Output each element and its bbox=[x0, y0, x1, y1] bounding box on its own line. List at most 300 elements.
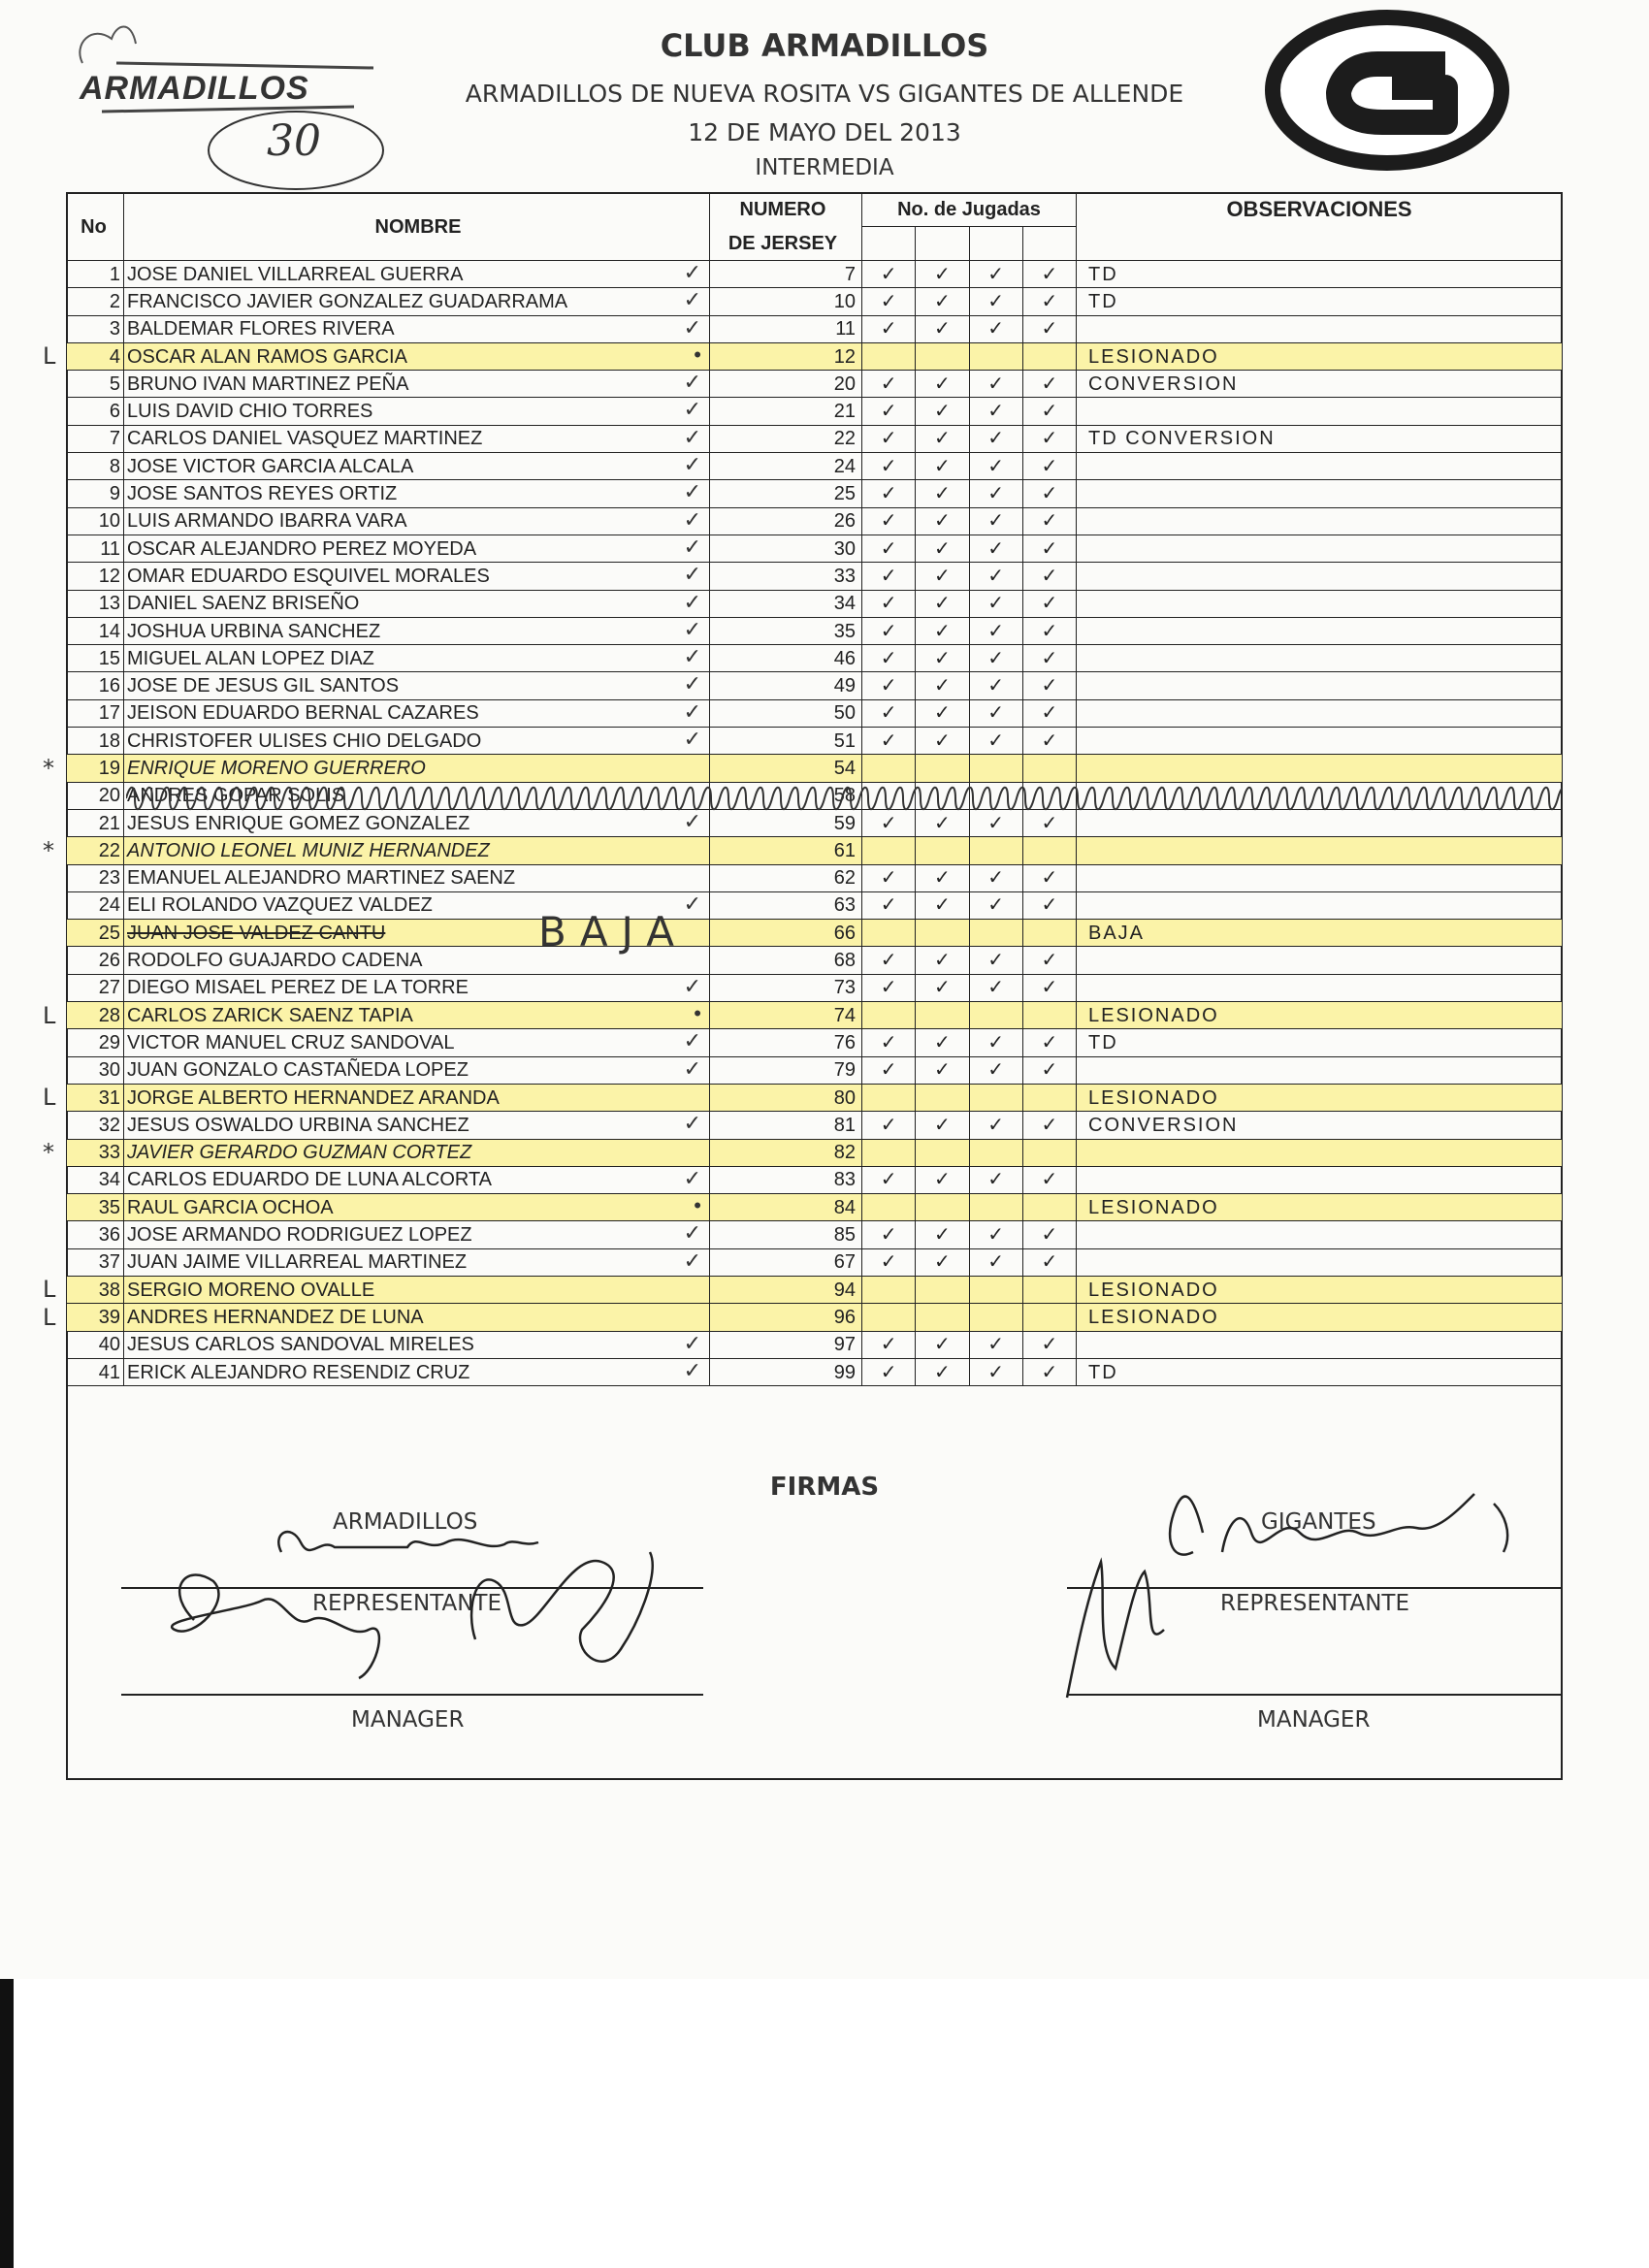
player-name-cell bbox=[124, 1166, 710, 1193]
observation: TD bbox=[1077, 288, 1563, 315]
asterisk-margin-mark: * bbox=[43, 754, 54, 782]
play-check-icon: ✓ bbox=[1022, 947, 1076, 974]
attendance-check-icon: ✓ bbox=[683, 617, 701, 641]
attendance-check-icon: ✓ bbox=[683, 507, 701, 532]
roster-row bbox=[67, 590, 1563, 617]
play-check-icon: ✓ bbox=[969, 728, 1022, 755]
observation: TD bbox=[1077, 261, 1563, 288]
observation: CONVERSION bbox=[1077, 1112, 1563, 1139]
player-number: 5 bbox=[67, 371, 124, 398]
col-observations: OBSERVACIONES bbox=[1077, 193, 1563, 227]
play-check-icon: ✓ bbox=[916, 1358, 969, 1385]
player-name-cell bbox=[124, 1248, 710, 1276]
roster-row bbox=[67, 1248, 1563, 1276]
play-check-icon bbox=[1022, 1139, 1076, 1166]
jersey-number: 7 bbox=[710, 261, 862, 288]
play-check-icon: ✓ bbox=[862, 645, 916, 672]
player-name-cell bbox=[124, 699, 710, 727]
observation bbox=[1077, 453, 1563, 480]
play-check-icon: ✓ bbox=[969, 590, 1022, 617]
jersey-number: 99 bbox=[710, 1358, 862, 1385]
play-check-icon: ✓ bbox=[1022, 425, 1076, 452]
player-number: 19 bbox=[67, 755, 124, 782]
roster-row bbox=[67, 864, 1563, 891]
roster-row bbox=[67, 261, 1563, 288]
attendance-check-icon: ✓ bbox=[683, 1111, 701, 1136]
attendance-check-icon: ✓ bbox=[683, 1220, 701, 1246]
observation bbox=[1077, 1166, 1563, 1193]
roster-row bbox=[67, 699, 1563, 727]
jersey-number: 12 bbox=[710, 342, 862, 370]
play-check-icon bbox=[862, 1084, 916, 1111]
player-name-cell bbox=[124, 342, 710, 370]
play-check-icon: ✓ bbox=[969, 864, 1022, 891]
right-representative-label: REPRESENTANTE bbox=[1220, 1591, 1410, 1616]
play-check-icon: ✓ bbox=[916, 398, 969, 425]
roster-row bbox=[67, 398, 1563, 425]
play-check-icon: ✓ bbox=[916, 672, 969, 699]
play-check-icon: ✓ bbox=[862, 1166, 916, 1193]
player-name: JORGE ALBERTO HERNANDEZ ARANDA bbox=[127, 1086, 500, 1109]
player-number: 36 bbox=[67, 1221, 124, 1248]
play-check-icon: ✓ bbox=[862, 1331, 916, 1358]
roster-row bbox=[67, 728, 1563, 755]
play-check-icon: ✓ bbox=[969, 617, 1022, 644]
play-check-icon: ✓ bbox=[969, 453, 1022, 480]
player-name: MIGUEL ALAN LOPEZ DIAZ bbox=[127, 647, 374, 669]
play-check-icon: ✓ bbox=[862, 371, 916, 398]
play-check-icon: ✓ bbox=[916, 590, 969, 617]
play-check-icon bbox=[916, 1139, 969, 1166]
attendance-check-icon: ✓ bbox=[683, 699, 701, 724]
player-name: FRANCISCO JAVIER GONZALEZ GUADARRAMA bbox=[127, 290, 568, 312]
observation bbox=[1077, 699, 1563, 727]
play-check-icon: ✓ bbox=[862, 974, 916, 1001]
play-check-icon: ✓ bbox=[916, 480, 969, 507]
jersey-number: 76 bbox=[710, 1029, 862, 1056]
player-number: 39 bbox=[67, 1304, 124, 1331]
roster-row bbox=[67, 891, 1563, 919]
injury-margin-mark: L bbox=[43, 1001, 56, 1029]
observation bbox=[1077, 315, 1563, 342]
roster-row bbox=[67, 425, 1563, 452]
player-name-cell bbox=[124, 1304, 710, 1331]
play-check-icon: ✓ bbox=[862, 1029, 916, 1056]
player-number: 27 bbox=[67, 974, 124, 1001]
baja-handwritten: BAJA bbox=[538, 907, 688, 956]
play-check-icon bbox=[862, 837, 916, 864]
play-check-icon: ✓ bbox=[862, 891, 916, 919]
play-check-icon bbox=[916, 1194, 969, 1221]
player-name-cell bbox=[124, 535, 710, 562]
play-check-icon bbox=[916, 342, 969, 370]
match-title: ARMADILLOS DE NUEVA ROSITA VS GIGANTES DE ALLENDE bbox=[465, 80, 1184, 108]
scribble-strikeout bbox=[126, 784, 1562, 813]
play-check-icon: ✓ bbox=[862, 453, 916, 480]
roster-row bbox=[67, 755, 1563, 782]
jersey-number: 21 bbox=[710, 398, 862, 425]
play-check-icon bbox=[969, 1304, 1022, 1331]
play-check-icon bbox=[862, 1276, 916, 1303]
attendance-check-icon: ✓ bbox=[683, 562, 701, 587]
roster-row bbox=[67, 1112, 1563, 1139]
col-name: NOMBRE bbox=[124, 193, 710, 261]
player-name-cell bbox=[124, 1331, 710, 1358]
roster-row bbox=[67, 645, 1563, 672]
play-check-icon: ✓ bbox=[969, 480, 1022, 507]
jersey-number: 59 bbox=[710, 809, 862, 836]
observation bbox=[1077, 891, 1563, 919]
play-check-icon: ✓ bbox=[1022, 1112, 1076, 1139]
jersey-number: 54 bbox=[710, 755, 862, 782]
play-check-icon: ✓ bbox=[862, 699, 916, 727]
play-check-icon: ✓ bbox=[916, 1166, 969, 1193]
play-check-icon bbox=[916, 1002, 969, 1029]
play-check-icon: ✓ bbox=[969, 261, 1022, 288]
roster-row bbox=[67, 809, 1563, 836]
jersey-number: 22 bbox=[710, 425, 862, 452]
jersey-number: 82 bbox=[710, 1139, 862, 1166]
play-check-icon bbox=[1022, 837, 1076, 864]
play-check-icon bbox=[969, 920, 1022, 947]
play-check-icon: ✓ bbox=[862, 425, 916, 452]
roster-row bbox=[67, 315, 1563, 342]
right-manager-label: MANAGER bbox=[1257, 1707, 1371, 1733]
roster-row bbox=[67, 974, 1563, 1001]
player-name: CARLOS ZARICK SAENZ TAPIA bbox=[127, 1004, 413, 1026]
play-check-icon: ✓ bbox=[969, 1358, 1022, 1385]
jersey-number: 50 bbox=[710, 699, 862, 727]
roster-row bbox=[67, 1221, 1563, 1248]
play-check-icon: ✓ bbox=[1022, 563, 1076, 590]
attendance-check-icon: ✓ bbox=[683, 287, 701, 312]
observation bbox=[1077, 1221, 1563, 1248]
play-check-icon: ✓ bbox=[1022, 398, 1076, 425]
player-number: 37 bbox=[67, 1248, 124, 1276]
observation bbox=[1077, 480, 1563, 507]
jersey-number: 25 bbox=[710, 480, 862, 507]
roster-row bbox=[67, 507, 1563, 535]
play-check-icon: ✓ bbox=[862, 590, 916, 617]
roster-row bbox=[67, 1002, 1563, 1029]
player-name: ANTONIO LEONEL MUNIZ HERNANDEZ bbox=[127, 839, 490, 861]
player-name: JESUS OSWALDO URBINA SANCHEZ bbox=[127, 1114, 469, 1136]
col-plays: No. de Jugadas bbox=[862, 193, 1077, 227]
play-check-icon: ✓ bbox=[862, 1358, 916, 1385]
player-name: OSCAR ALAN RAMOS GARCIA bbox=[127, 345, 407, 368]
play-check-icon: ✓ bbox=[1022, 535, 1076, 562]
roster-row bbox=[67, 371, 1563, 398]
player-name: BALDEMAR FLORES RIVERA bbox=[127, 318, 395, 340]
play-check-icon: ✓ bbox=[862, 809, 916, 836]
match-date: 12 DE MAYO DEL 2013 bbox=[688, 118, 961, 146]
player-name-cell bbox=[124, 453, 710, 480]
play-check-icon bbox=[969, 1139, 1022, 1166]
play-check-icon: ✓ bbox=[969, 315, 1022, 342]
player-name: JUAN JOSE VALDEZ CANTU bbox=[127, 922, 386, 944]
player-name: JOSHUA URBINA SANCHEZ bbox=[127, 620, 381, 642]
play-check-icon bbox=[969, 1194, 1022, 1221]
player-name: JESUS CARLOS SANDOVAL MIRELES bbox=[127, 1334, 474, 1356]
player-name-cell bbox=[124, 864, 710, 891]
player-name-cell bbox=[124, 288, 710, 315]
injury-margin-mark: L bbox=[43, 342, 56, 371]
table-header-row bbox=[67, 193, 1563, 227]
play-check-icon: ✓ bbox=[969, 425, 1022, 452]
play-check-icon: ✓ bbox=[969, 1166, 1022, 1193]
play-check-icon: ✓ bbox=[1022, 728, 1076, 755]
play-check-icon bbox=[1022, 755, 1076, 782]
scan-margin bbox=[0, 1979, 1649, 2268]
play-check-icon: ✓ bbox=[1022, 507, 1076, 535]
play-check-icon: ✓ bbox=[969, 1331, 1022, 1358]
player-number: 7 bbox=[67, 425, 124, 452]
play-check-icon: ✓ bbox=[969, 1029, 1022, 1056]
observation bbox=[1077, 809, 1563, 836]
player-number: 28 bbox=[67, 1002, 124, 1029]
player-number: 20 bbox=[67, 782, 124, 809]
player-number: 21 bbox=[67, 809, 124, 836]
jersey-number: 73 bbox=[710, 974, 862, 1001]
play-check-icon bbox=[862, 920, 916, 947]
play-check-icon: ✓ bbox=[1022, 371, 1076, 398]
play-check-icon: ✓ bbox=[969, 398, 1022, 425]
scan-edge bbox=[0, 1979, 14, 2268]
play-check-icon: ✓ bbox=[862, 261, 916, 288]
play-check-icon: ✓ bbox=[916, 947, 969, 974]
play-check-icon: ✓ bbox=[862, 563, 916, 590]
player-number: 30 bbox=[67, 1056, 124, 1084]
jersey-number: 66 bbox=[710, 920, 862, 947]
play-check-icon: ✓ bbox=[1022, 1221, 1076, 1248]
observation: LESIONADO bbox=[1077, 342, 1563, 370]
play-check-icon: ✓ bbox=[862, 864, 916, 891]
player-name-cell bbox=[124, 507, 710, 535]
attendance-check-icon: ✓ bbox=[683, 1248, 701, 1273]
play-check-icon bbox=[969, 1276, 1022, 1303]
play-check-icon: ✓ bbox=[862, 947, 916, 974]
player-name: JEISON EDUARDO BERNAL CAZARES bbox=[127, 702, 479, 725]
jersey-number: 81 bbox=[710, 1112, 862, 1139]
jersey-number: 83 bbox=[710, 1166, 862, 1193]
logo-text: ARMADILLOS bbox=[80, 70, 309, 107]
play-check-icon: ✓ bbox=[969, 809, 1022, 836]
play-check-icon bbox=[1022, 1276, 1076, 1303]
jersey-number: 33 bbox=[710, 563, 862, 590]
attendance-check-icon: ✓ bbox=[683, 1166, 701, 1190]
play-check-icon: ✓ bbox=[916, 1331, 969, 1358]
play-check-icon bbox=[862, 1194, 916, 1221]
play-check-icon: ✓ bbox=[969, 947, 1022, 974]
jersey-number: 62 bbox=[710, 864, 862, 891]
play-check-icon: ✓ bbox=[1022, 1331, 1076, 1358]
play-check-icon: ✓ bbox=[969, 974, 1022, 1001]
player-name-cell bbox=[124, 398, 710, 425]
play-check-icon bbox=[969, 837, 1022, 864]
roster-row bbox=[67, 1166, 1563, 1193]
play-check-icon: ✓ bbox=[916, 535, 969, 562]
player-name: ELI ROLANDO VAZQUEZ VALDEZ bbox=[127, 894, 433, 917]
roster-row bbox=[67, 1056, 1563, 1084]
play-check-icon bbox=[1022, 1304, 1076, 1331]
player-name: JOSE VICTOR GARCIA ALCALA bbox=[127, 455, 414, 477]
player-name: JOSE ARMANDO RODRIGUEZ LOPEZ bbox=[127, 1224, 472, 1247]
roster-row bbox=[67, 1358, 1563, 1385]
player-name: SERGIO MORENO OVALLE bbox=[127, 1279, 375, 1301]
player-number: 32 bbox=[67, 1112, 124, 1139]
attendance-check-icon: ✓ bbox=[683, 370, 701, 395]
player-name: EMANUEL ALEJANDRO MARTINEZ SAENZ bbox=[127, 867, 516, 890]
player-name-cell bbox=[124, 590, 710, 617]
play-check-icon: ✓ bbox=[916, 1029, 969, 1056]
observation bbox=[1077, 590, 1563, 617]
player-name-cell bbox=[124, 1002, 710, 1029]
player-number: 4 bbox=[67, 342, 124, 370]
player-name: LUIS DAVID CHIO TORRES bbox=[127, 401, 373, 423]
player-number: 34 bbox=[67, 1166, 124, 1193]
handwritten-signatures bbox=[0, 1455, 1649, 1785]
player-name: OMAR EDUARDO ESQUIVEL MORALES bbox=[127, 565, 490, 587]
play-check-icon bbox=[969, 1002, 1022, 1029]
play-check-icon: ✓ bbox=[916, 1248, 969, 1276]
attendance-check-icon: • bbox=[694, 342, 701, 367]
observation bbox=[1077, 563, 1563, 590]
attendance-check-icon: ✓ bbox=[683, 425, 701, 449]
observation: CONVERSION bbox=[1077, 371, 1563, 398]
play-check-icon: ✓ bbox=[916, 974, 969, 1001]
col-jersey-2: DE JERSEY bbox=[710, 227, 862, 261]
play-check-icon: ✓ bbox=[916, 453, 969, 480]
jersey-number: 58 bbox=[710, 782, 862, 809]
player-name: OSCAR ALEJANDRO PEREZ MOYEDA bbox=[127, 537, 477, 560]
jersey-number: 46 bbox=[710, 645, 862, 672]
attendance-check-icon: ✓ bbox=[683, 1056, 701, 1081]
player-number: 8 bbox=[67, 453, 124, 480]
attendance-check-icon: ✓ bbox=[683, 590, 701, 614]
attendance-check-icon: ✓ bbox=[683, 315, 701, 340]
play-check-icon: ✓ bbox=[916, 315, 969, 342]
player-number: 23 bbox=[67, 864, 124, 891]
play-check-icon: ✓ bbox=[969, 507, 1022, 535]
play-check-icon: ✓ bbox=[916, 261, 969, 288]
roster-row bbox=[67, 1331, 1563, 1358]
roster-row bbox=[67, 453, 1563, 480]
play-check-icon: ✓ bbox=[862, 535, 916, 562]
play-check-icon: ✓ bbox=[916, 1112, 969, 1139]
play-check-icon: ✓ bbox=[1022, 809, 1076, 836]
jersey-number: 85 bbox=[710, 1221, 862, 1248]
jersey-number: 49 bbox=[710, 672, 862, 699]
play-check-icon: ✓ bbox=[862, 1221, 916, 1248]
play-check-icon: ✓ bbox=[1022, 1248, 1076, 1276]
attendance-check-icon: ✓ bbox=[683, 671, 701, 697]
play-check-icon: ✓ bbox=[916, 728, 969, 755]
play-check-icon: ✓ bbox=[916, 1221, 969, 1248]
jersey-number: 26 bbox=[710, 507, 862, 535]
player-number: 6 bbox=[67, 398, 124, 425]
roster-row bbox=[67, 1194, 1563, 1221]
observation bbox=[1077, 672, 1563, 699]
play-check-icon: ✓ bbox=[1022, 480, 1076, 507]
play-check-icon: ✓ bbox=[969, 1248, 1022, 1276]
player-name-cell bbox=[124, 1056, 710, 1084]
play-check-icon: ✓ bbox=[1022, 672, 1076, 699]
play-check-icon: ✓ bbox=[916, 563, 969, 590]
player-name-cell bbox=[124, 837, 710, 864]
player-number: 17 bbox=[67, 699, 124, 727]
attendance-check-icon: ✓ bbox=[683, 974, 701, 998]
play-check-icon bbox=[862, 1139, 916, 1166]
page-number: 30 bbox=[267, 116, 321, 166]
player-number: 25 bbox=[67, 920, 124, 947]
play-check-icon: ✓ bbox=[862, 480, 916, 507]
attendance-check-icon: • bbox=[694, 1001, 701, 1026]
player-name-cell bbox=[124, 1276, 710, 1303]
attendance-check-icon: ✓ bbox=[683, 809, 701, 833]
play-check-icon: ✓ bbox=[1022, 864, 1076, 891]
player-name: RAUL GARCIA OCHOA bbox=[127, 1196, 334, 1218]
gigantes-label: GIGANTES bbox=[1261, 1509, 1376, 1535]
signatures-title: FIRMAS bbox=[769, 1473, 880, 1502]
observation: BAJA bbox=[1077, 920, 1563, 947]
jersey-number: 61 bbox=[710, 837, 862, 864]
observation bbox=[1077, 507, 1563, 535]
col-jersey-1: NUMERO bbox=[710, 193, 862, 227]
player-number: 35 bbox=[67, 1194, 124, 1221]
player-number: 38 bbox=[67, 1276, 124, 1303]
play-check-icon: ✓ bbox=[969, 672, 1022, 699]
roster-row bbox=[67, 920, 1563, 947]
player-name: JAVIER GERARDO GUZMAN CORTEZ bbox=[127, 1142, 472, 1164]
observation bbox=[1077, 755, 1563, 782]
player-name: JOSE DE JESUS GIL SANTOS bbox=[127, 675, 400, 697]
player-name: ANDRES HERNANDEZ DE LUNA bbox=[127, 1306, 424, 1328]
player-name: RODOLFO GUAJARDO CADENA bbox=[127, 950, 423, 972]
play-check-icon bbox=[969, 342, 1022, 370]
player-name: JUAN JAIME VILLARREAL MARTINEZ bbox=[127, 1251, 468, 1274]
play-check-icon: ✓ bbox=[969, 891, 1022, 919]
player-number: 9 bbox=[67, 480, 124, 507]
play-check-icon: ✓ bbox=[969, 371, 1022, 398]
attendance-check-icon: ✓ bbox=[683, 397, 701, 422]
attendance-check-icon: ✓ bbox=[683, 452, 701, 477]
observation: LESIONADO bbox=[1077, 1304, 1563, 1331]
roster-body bbox=[67, 261, 1563, 1386]
left-representative-label: REPRESENTANTE bbox=[312, 1591, 502, 1616]
attendance-check-icon: ✓ bbox=[683, 260, 701, 284]
player-name-cell bbox=[124, 1112, 710, 1139]
roster-row bbox=[67, 1139, 1563, 1166]
jersey-number: 34 bbox=[710, 590, 862, 617]
jersey-number: 35 bbox=[710, 617, 862, 644]
play-check-icon bbox=[1022, 1084, 1076, 1111]
play-check-icon: ✓ bbox=[1022, 1029, 1076, 1056]
roster-row bbox=[67, 288, 1563, 315]
observation bbox=[1077, 837, 1563, 864]
play-check-icon: ✓ bbox=[862, 728, 916, 755]
jersey-number: 80 bbox=[710, 1084, 862, 1111]
observation bbox=[1077, 947, 1563, 974]
player-name: JOSE DANIEL VILLARREAL GUERRA bbox=[127, 263, 464, 285]
play-check-icon: ✓ bbox=[969, 563, 1022, 590]
player-name-cell bbox=[124, 1221, 710, 1248]
player-number: 11 bbox=[67, 535, 124, 562]
play-check-icon bbox=[862, 755, 916, 782]
player-name-cell bbox=[124, 315, 710, 342]
asterisk-margin-mark: * bbox=[43, 836, 54, 864]
player-number: 1 bbox=[67, 261, 124, 288]
observation: LESIONADO bbox=[1077, 1084, 1563, 1111]
